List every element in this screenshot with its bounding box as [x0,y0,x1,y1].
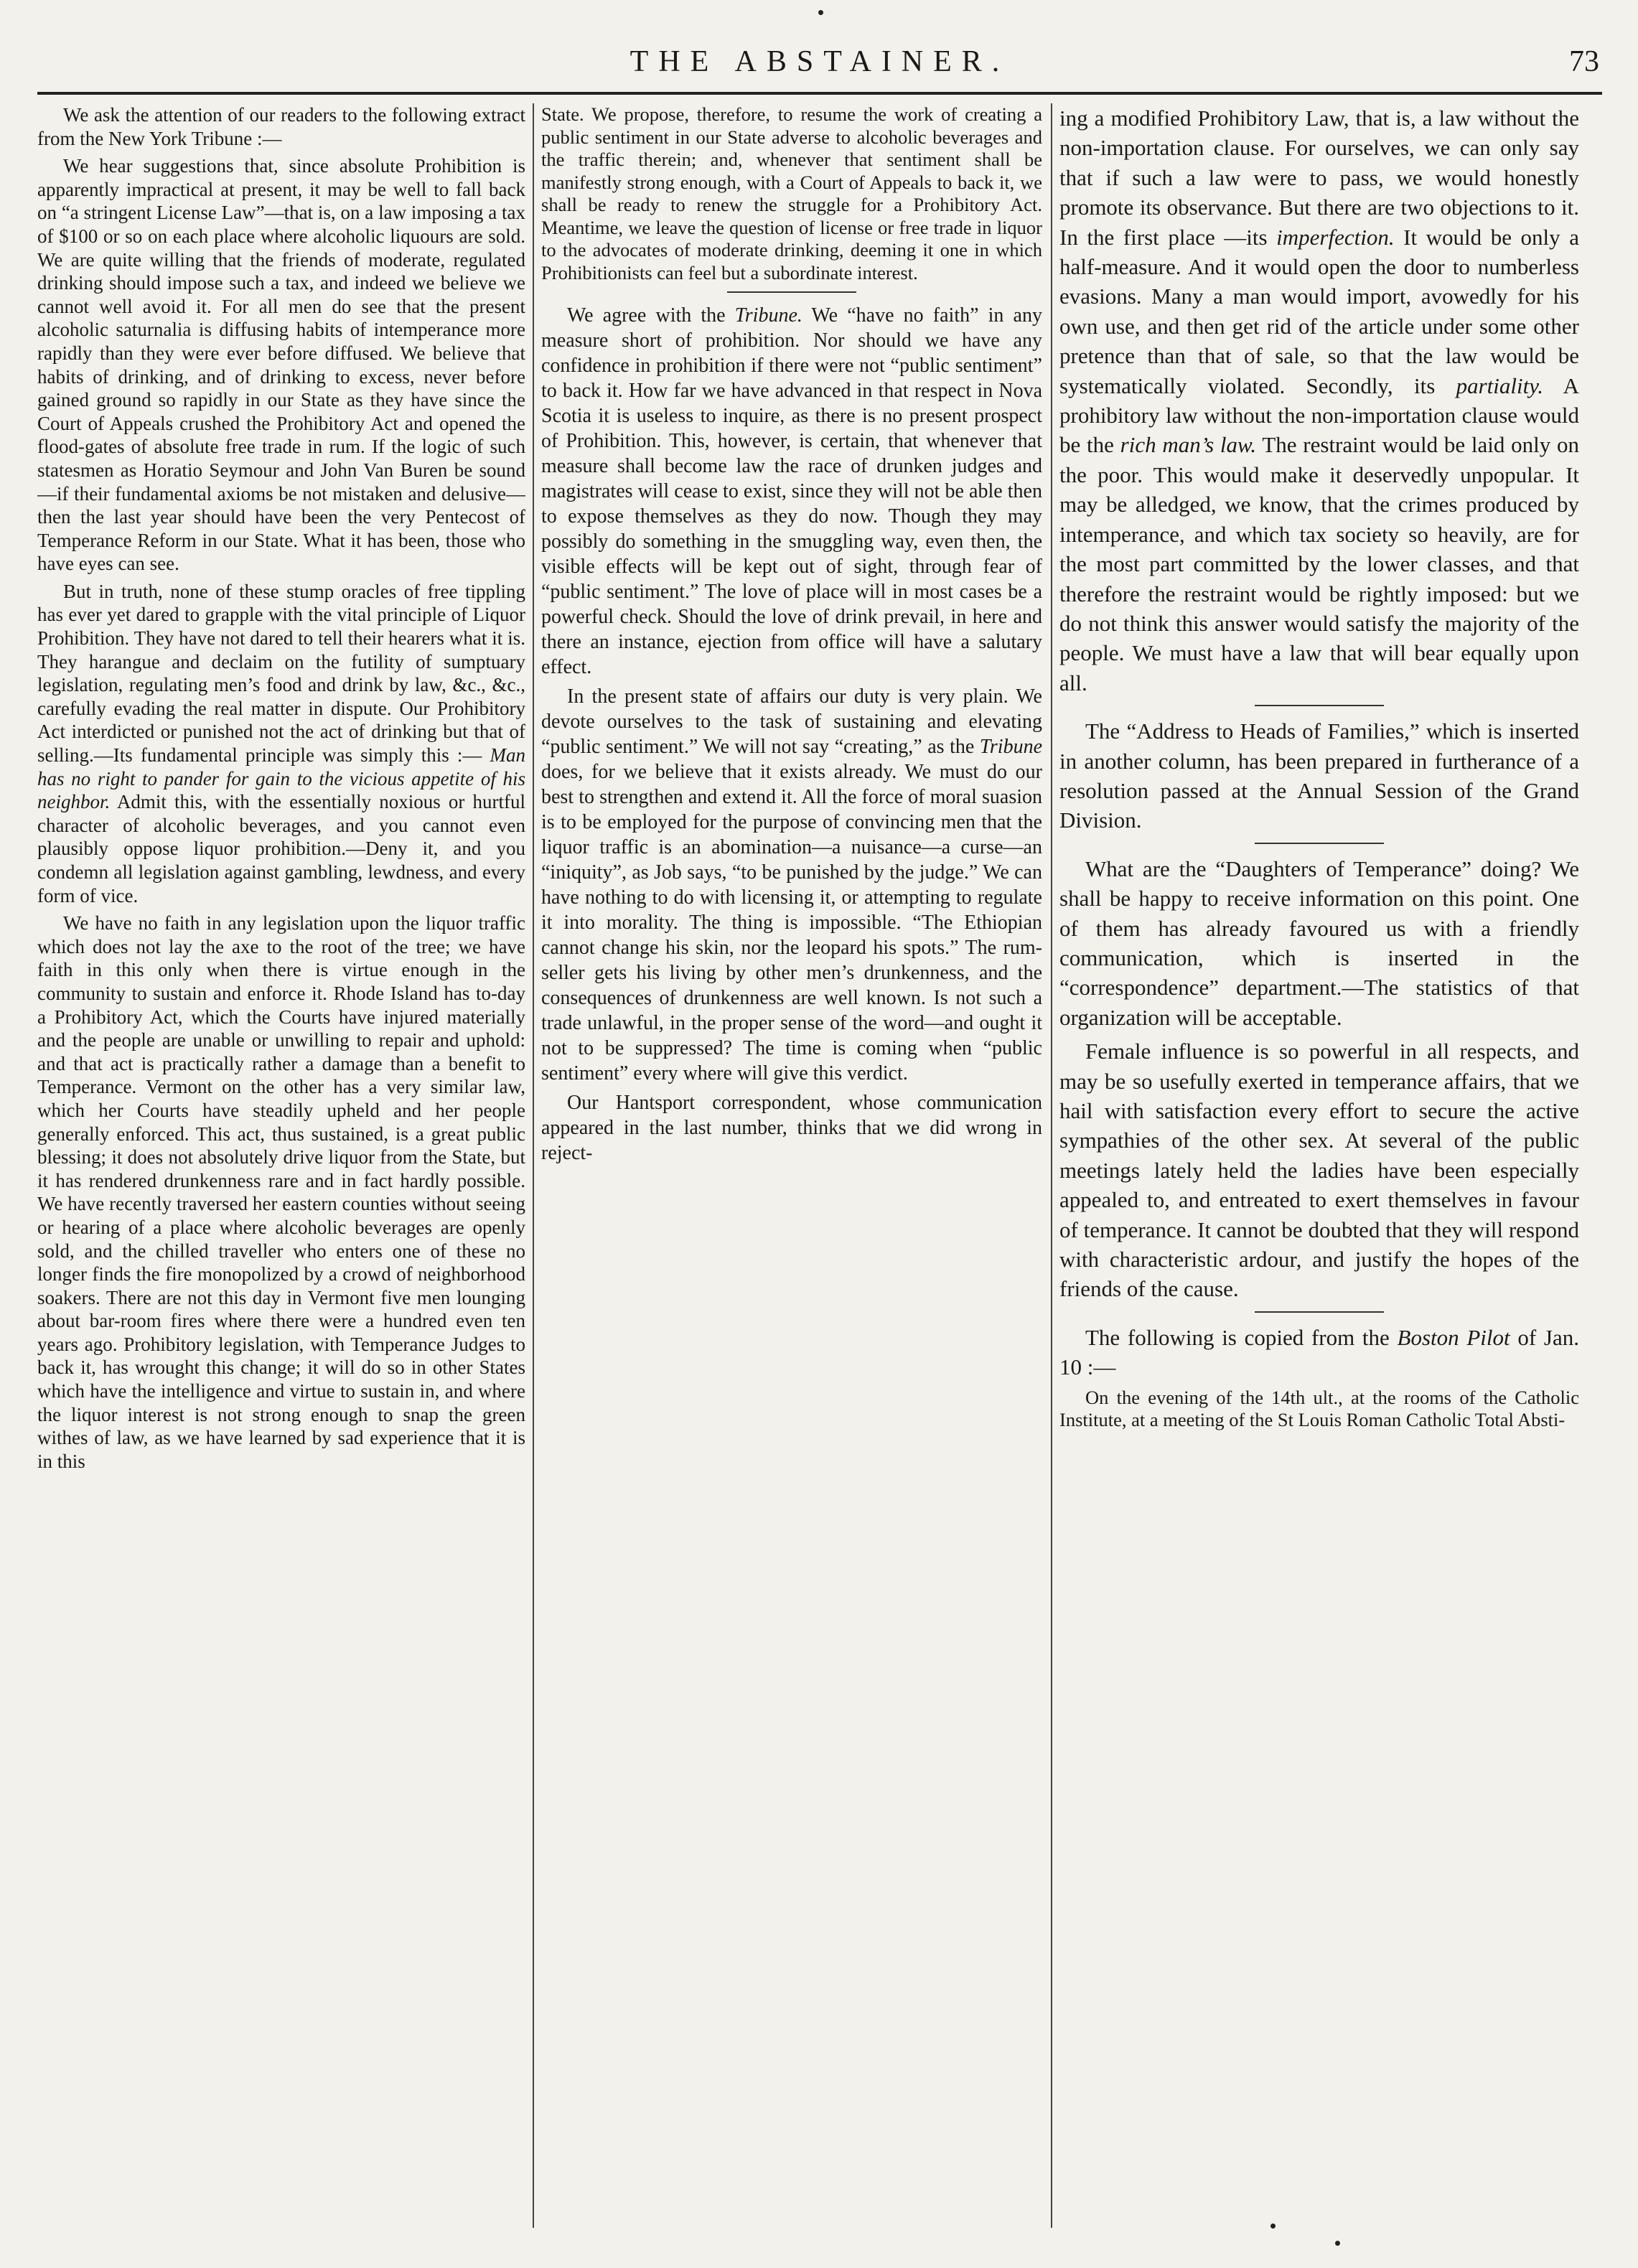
paragraph-text: We “have no faith” in any measure short of prohibition. Nor should we have any confidence in prohibition if there were not “public sentiment” to back it. How far we have advanced in that respect in Nova Scotia it is useless to inquire, as there is no present prospect of Prohibition. This, however, is certain, that whenever that measure shall become law the race of drunken judges and magistrates will cease to exist, since they will not be able then to expose themselves as they do now. Though they may possibly do something in the smuggling way, even then, the visible effects will be kept out of sight, through fear of “public sentiment.” The love of place will in most cases be a powerful check. Should the love of drink prevail, in here and there an instance, ejection from office will have a salutary effect. [541,304,1042,678]
italic-title: Tribune [979,736,1042,758]
running-head [37,34,1602,92]
column-middle [541,103,1042,2228]
column-left [37,103,525,2228]
paragraph: We have no faith in any legislation upon the liquor traffic which does not lay the axe to the root of the tree; we have faith in this only when there is virtue enough in the community to sustain and enforce it. Rhode Island has to-day a Prohibitory Act, which the Courts have injured materially and the people are unable or unwilling to repair and uphold: and that act is practically rather a damage than a benefit to Temperance. Vermont on the other has a very similar law, which her Courts have steadily upheld and her people generally enforced. This act, thus sustained, is a great public blessing; it does not absolutely drive liquor from the State, but it has rendered drunkenness rare and in fact hardly possible. We have recently traversed her eastern counties without seeing or hearing of a place where alcoholic beverages are openly sold, and the chilled traveller who enters one of these no longer finds the fire monopolized by a crowd of neighborhood soakers. There are not this day in Vermont five men lounging about bar-room fires where there were a hundred even ten years ago. Prohibitory legislation, with Temperance Judges to back it, has wrought this change; it will do so in other States which have the intelligence and virtue to sustain in, and where the liquor interest is not strong enough to snap the green withes of law, as we have learned by sad experience that it is in this [37,912,525,1472]
paragraph-text: It would be only a half-measure. And it would open the door to numberless evasions. Many a man would import, avowedly for his own use, and then get rid of the article under some other pretence than that of sale, so that the law would be systematically violated. Secondly, its [1059,224,1579,398]
section-rule [727,291,856,293]
column-divider [1051,103,1052,2228]
italic-title: Tribune. [734,304,802,327]
italic-term: imperfection. [1276,224,1395,250]
paragraph: Our Hantsport correspondent, whose communication appeared in the last number, thinks that we did wrong in reject- [541,1092,1042,1164]
paragraph-text: Admit this, with the essentially noxious or hurtful character of alcoholic beverages, and you cannot even plausibly oppose liquor prohibition.—Deny it, and you condemn all legislation against gambling, lewdness, and every form of vice. [37,791,525,906]
paragraph [541,303,1042,680]
paragraph-text: of Jan. 10 :— [1059,1324,1579,1380]
italic-principle: Man has no right to pander for gain to the vicious appetite of his neighbor. [37,744,525,813]
page-number: 73 [1569,45,1599,78]
paragraph: What are the “Daughters of Temperance” doing? We shall be happy to receive information on this point. One of them has already favoured us with a friendly communication, which is inserted in the “correspondence” department.—The statistics of that organization will be acceptable. [1059,856,1579,1030]
paragraph-text: The restraint would be laid only on the poor. This would make it deservedly unpopular. It may be alledged, we know, that the crimes produced by intemperance, and which tax society so heavily, are for the most part committed by the lower classes, and that therefore the restraint would be rightly imposed: but we do not think this answer would satisfy the majority of the people. We must have a law that will bear equally upon all. [1059,432,1579,695]
paragraph [37,580,525,907]
running-title: THE ABSTAINER. [630,45,1010,78]
paragraph [1059,1323,1579,1382]
paragraph-text: The following is copied from the [1085,1324,1398,1350]
italic-title: Boston Pilot [1397,1324,1510,1350]
column-divider [533,103,534,2228]
section-rule [1255,843,1384,844]
paragraph-text: ing a modified Prohibitory Law, that is, a law without the non-importation clause. For ourselves, we can only say that if such a law were to pass, we would honestly promote its observance. But there are two objections to it. In the first place —its [1059,106,1579,250]
print-speck [818,10,823,15]
print-speck [1335,2241,1340,2246]
paragraph: The “Address to Heads of Families,” which is inserted in another column, has been prepared in furtherance of a resolution passed at the Annual Session of the Grand Division. [1059,718,1579,833]
paragraph-text: But in truth, none of these stump oracles of free tippling has ever yet dared to grapple with the vital principle of Liquor Prohibition. They have not dared to tell their hearers what it is. They harangue and declaim on the futility of sumptuary legislation, regulating men’s food and drink by law, &c., &c., carefully evading the real matter in dispute. Our Prohibitory Act interdicted or punished not the act of drinking but that of selling.—Its fundamental principle was simply this :— [37,580,525,767]
paragraph [1059,103,1579,698]
paragraph: Female influence is so powerful in all respects, and may be so usefully exerted in temperance affairs, that we hail with satisfaction every effort to secure the active sympathies of the other sex. At several of the public meetings lately held the ladies have been especially appealed to, and entreated to exert themselves in favour of temperance. It cannot be doubted that they will respond with characteristic ardour, and justify the hopes of the friends of the cause. [1059,1039,1579,1302]
newspaper-page [37,34,1602,2245]
italic-term: partiality. [1456,372,1543,398]
paragraph: On the evening of the 14th ult., at the rooms of the Catholic Institute, at a meeting of the St Louis Roman Catholic Total Absti- [1059,1386,1579,1431]
section-rule [1255,705,1384,706]
print-speck [1270,2224,1276,2229]
paragraph [541,684,1042,1086]
article-intro: We ask the attention of our readers to the following extract from the New York Tribune :— [37,104,525,149]
paragraph: We hear suggestions that, since absolute Prohibition is apparently impractical at present, it may be well to fall back on “a stringent License Law”—that is, on a law imposing a tax of $100 or so on each place where alcoholic liquours are sold. We are quite willing that the friends of moderate, regulated drinking should impose such a tax, and indeed we believe we cannot well avoid it. For all men do see that the present alcoholic saturnalia is diffusing habits of intemperance more rapidly than they were ever before diffused. We believe that habits of drinking, and of drinking to excess, never before gained ground so rapidly in our State as they have since the Court of Appeals crushed the Prohibitory Act and opened the flood-gates of absolute free trade in rum. If the logic of such statesmen as Horatio Seymour and John Van Buren be sound—if their fundamental axioms be not mistaken and delusive—then the last year should have been the very Pentecost of Temperance Reform in our State. What it has been, those who have eyes can see. [37,155,525,575]
paragraph-text: does, for we believe that it exists already. We must do our best to strengthen and extend it. All the force of moral suasion is to be employed for the purpose of convincing men that the liquor traffic is an abomination—a nuisance—a curse—an “iniquity”, as Job says, “to be punished by the judge.” We can have nothing to do with licensing it, or attempting to regulate it into morality. The thing is impossible. “The Ethiopian cannot change his skin, nor the leopard his spots.” The rum-seller gets his living by other men’s drunkenness, and the consequences of drunkenness are well known. Is not such a trade unlawful, in the proper sense of the word—and ought it not to be suppressed? The time is coming when “public sentiment” every where will give this verdict. [541,761,1042,1084]
italic-term: rich man’s law. [1120,432,1257,458]
header-rule [37,92,1602,95]
column-right [1059,103,1579,2228]
paragraph-text: We agree with the [567,304,735,327]
paragraph-text: A prohibitory law without the non-importation clause would be the [1059,372,1579,458]
paragraph-text: In the present state of affairs our duty is very plain. We devote ourselves to the task of sustaining and elevating “public sentiment.” We will not say “creating,” as the [541,685,1042,758]
paragraph: State. We propose, therefore, to resume the work of creating a public sentiment in our State adverse to alcoholic beverages and the traffic therein; and, whenever that sentiment shall be manifestly strong enough, with a Court of Appeals to back it, we shall be ready to renew the struggle for a Prohibitory Act. Meantime, we leave the question of license or free trade in liquor to the advocates of moderate drinking, deeming it one in which Prohibitionists can feel but a subordinate interest. [541,103,1042,284]
section-rule [1255,1311,1384,1313]
